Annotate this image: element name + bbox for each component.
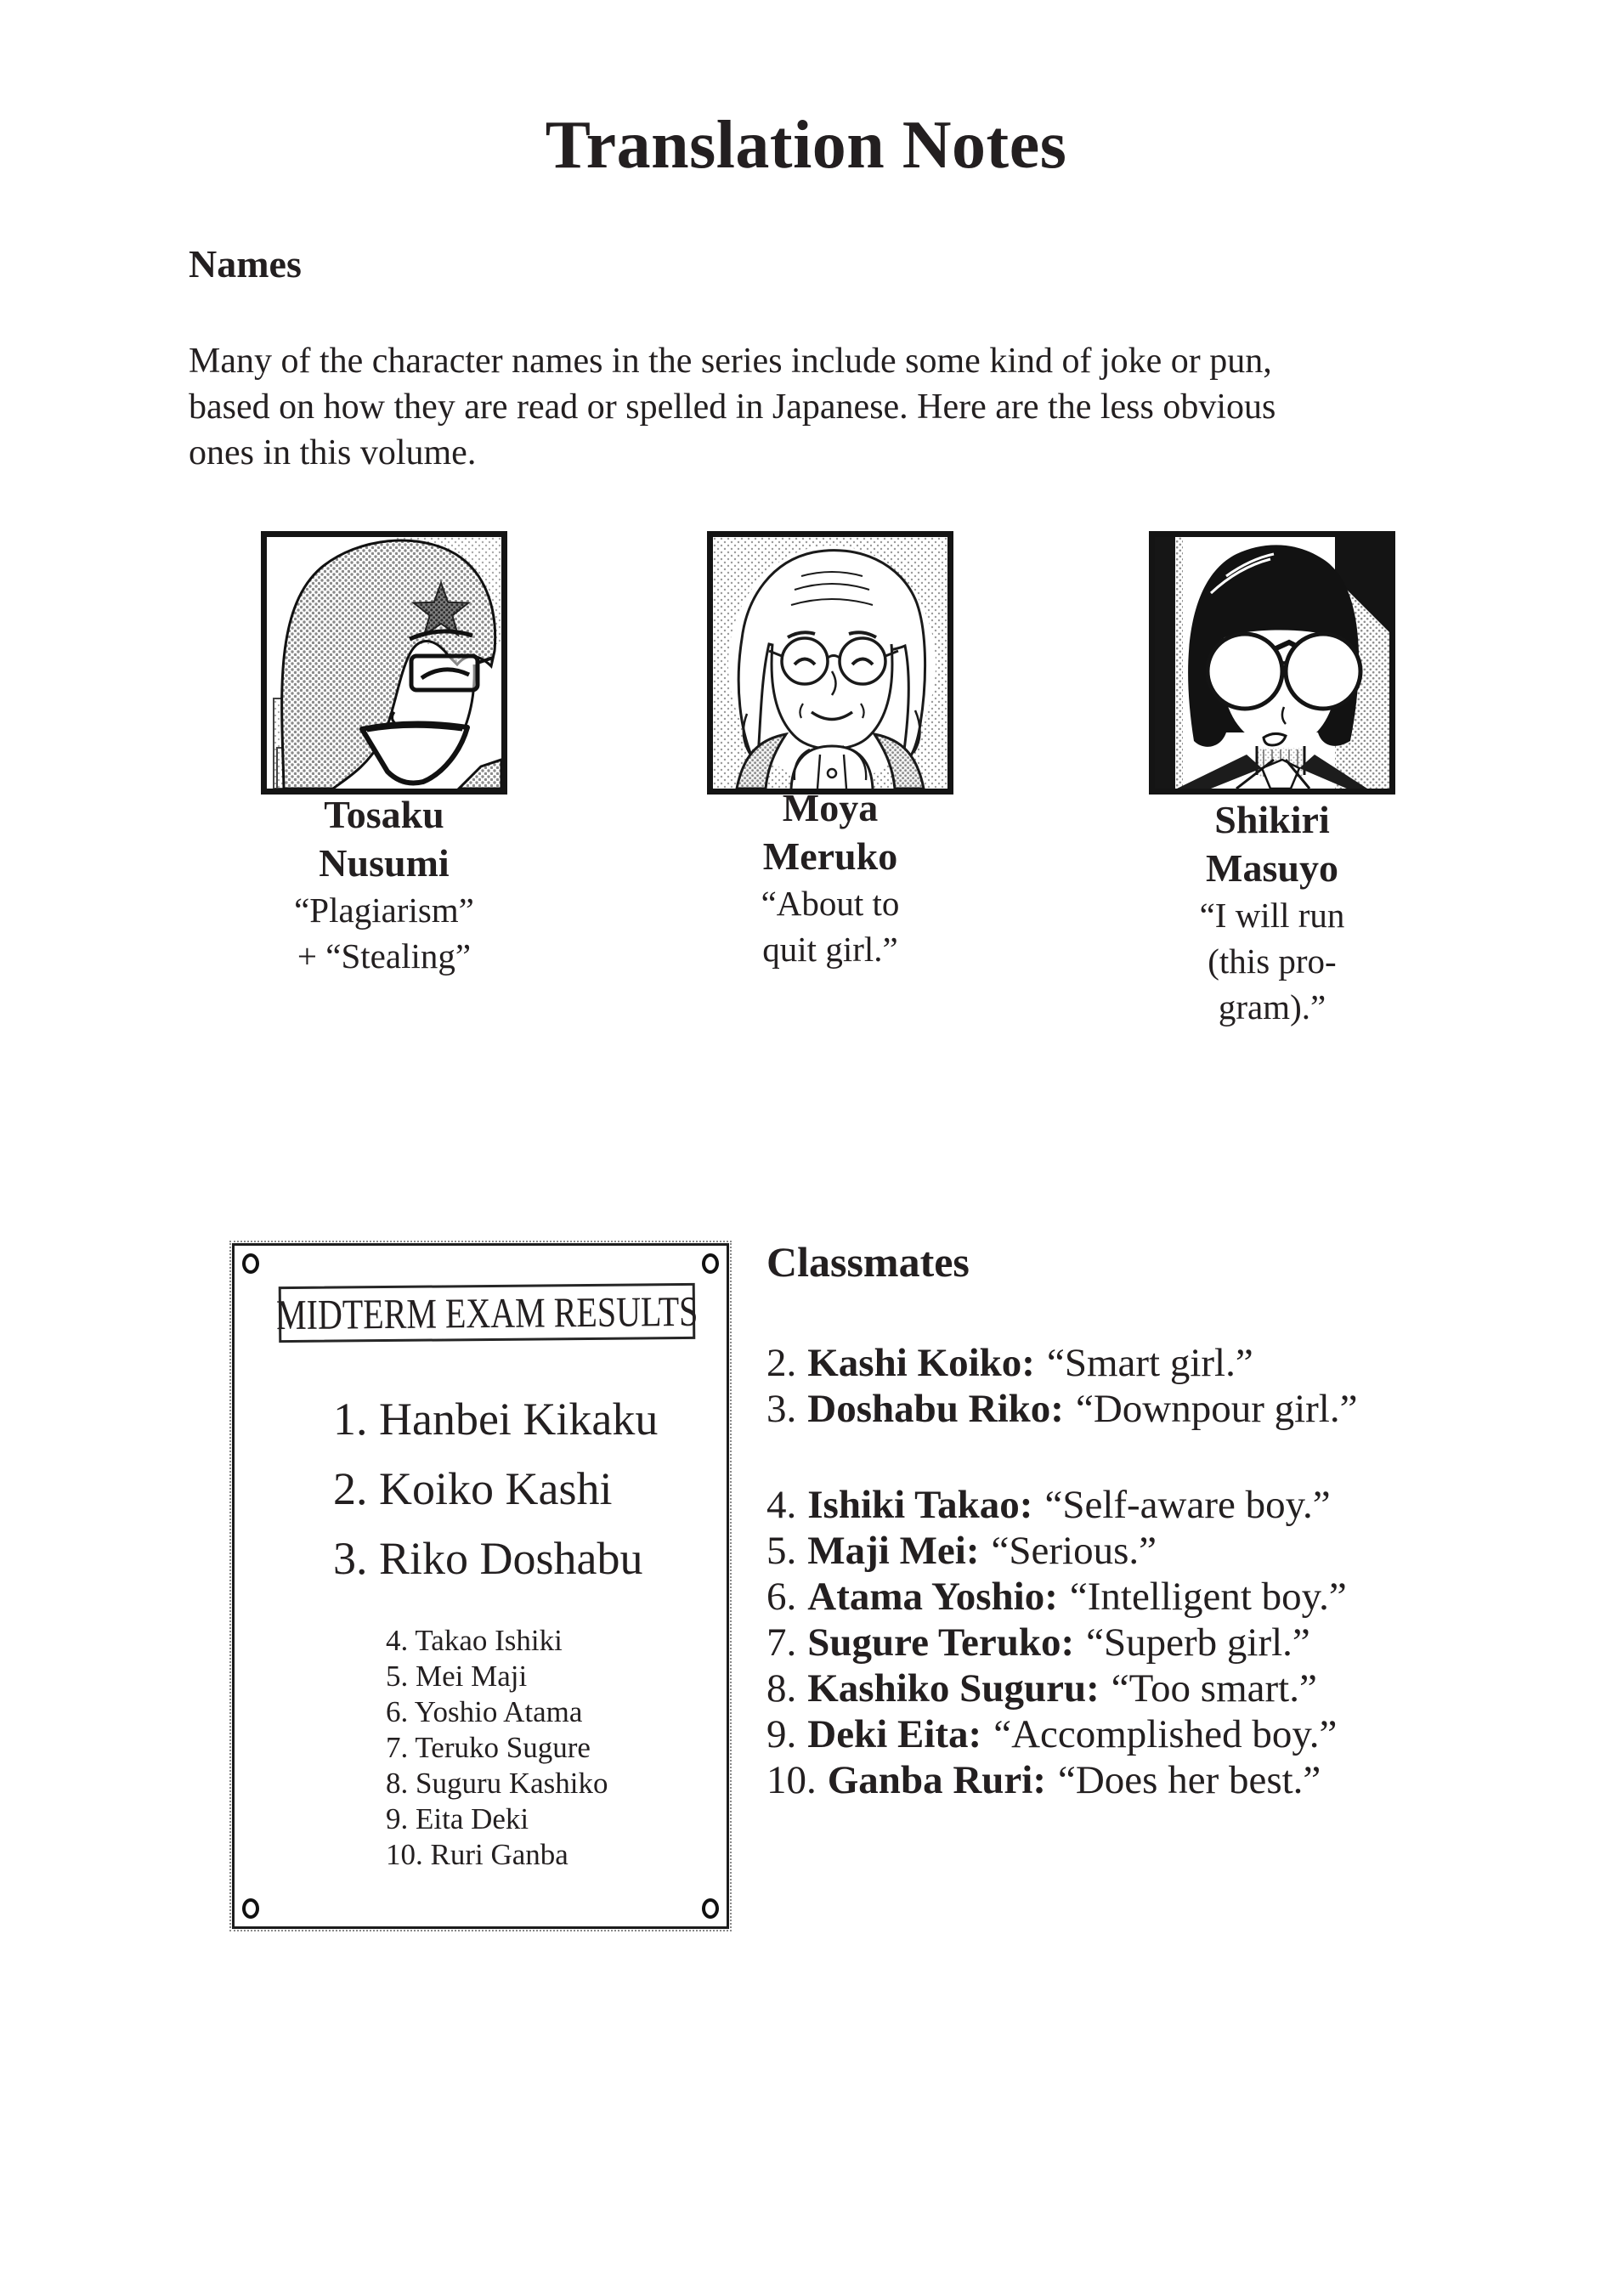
portrait-frame-shikiri-masuyo [1149,531,1395,795]
classmate-meaning: “Downpour girl.” [1075,1387,1358,1431]
caption-shikiri-masuyo [1128,795,1417,1030]
character-meaning-line: “About to [761,884,900,923]
poster-rank-item: 5. Mei Maji [386,1660,528,1693]
classmate-meaning: “Self-aware boy.” [1044,1483,1331,1527]
names-section-heading: Names [189,242,302,286]
poster-top-three-list [333,1384,658,1593]
character-meaning-line: “Plagiarism” [294,891,474,930]
classmate-meaning: “Intelligent boy.” [1069,1575,1347,1619]
portrait-frame-tosaku-nusumi [261,531,507,795]
moya-meruko-portrait-icon [713,537,947,789]
classmate-entry [766,1711,1347,1757]
poster-header-text: MIDTERM EXAM RESULTS [275,1287,699,1339]
classmate-name: Sugure Teruko: [807,1620,1075,1665]
classmate-meaning: “Serious.” [991,1529,1157,1573]
names-intro-paragraph [189,338,1275,476]
poster-pin-icon [242,1253,259,1274]
classmate-number: 10. [766,1758,817,1802]
classmate-name: Kashi Koiko: [807,1341,1035,1385]
poster-rank-item: 4. Takao Ishiki [386,1624,563,1657]
character-name-line: Meruko [762,834,898,878]
classmate-name: Deki Eita: [807,1712,982,1756]
classmate-entry [766,1482,1347,1528]
classmate-entry [766,1620,1347,1665]
classmate-name: Ishiki Takao: [807,1483,1033,1527]
classmate-name: Ganba Ruri: [827,1758,1046,1802]
poster-rank-item: 3. Riko Doshabu [333,1533,643,1584]
character-name-line: Moya [782,786,879,829]
classmate-name: Atama Yoshio: [807,1575,1058,1619]
caption-tosaku-nusumi [240,790,529,979]
classmate-number: 2. [766,1341,797,1385]
portrait-frame-moya-meruko [707,531,953,795]
poster-rank-item: 6. Yoshio Atama [386,1695,583,1728]
classmate-number: 3. [766,1387,797,1431]
classmate-entry [766,1340,1357,1386]
classmates-heading: Classmates [766,1238,970,1286]
classmate-meaning: “Does her best.” [1058,1758,1321,1802]
classmate-meaning: “Too smart.” [1111,1666,1317,1711]
classmate-entry [766,1665,1347,1711]
classmate-name: Maji Mei: [807,1529,980,1573]
classmate-number: 7. [766,1620,797,1665]
midterm-exam-poster [232,1243,729,1929]
classmate-number: 6. [766,1575,797,1619]
classmate-number: 4. [766,1483,797,1527]
classmates-list-bottom [766,1482,1347,1803]
classmate-name: Doshabu Riko: [807,1387,1064,1431]
classmate-meaning: “Superb girl.” [1086,1620,1310,1665]
classmates-list-top [766,1340,1357,1432]
poster-rank-item: 9. Eita Deki [386,1802,529,1835]
poster-rank-item: 8. Suguru Kashiko [386,1767,608,1800]
character-name-line: Tosaku [324,793,444,836]
character-meaning-line: (this pro- [1208,942,1337,981]
poster-rank-item: 1. Hanbei Kikaku [333,1394,659,1445]
poster-pin-icon [702,1253,719,1274]
classmate-meaning: “Smart girl.” [1046,1341,1253,1385]
character-meaning-line: + “Stealing” [297,936,472,976]
classmate-name: Kashiko Suguru: [807,1666,1100,1711]
shikiri-masuyo-portrait-icon [1155,537,1389,789]
intro-line: Many of the character names in the series include some kind of joke or pun, [189,342,1272,381]
poster-pin-icon [702,1898,719,1919]
classmate-number: 5. [766,1529,797,1573]
poster-rank-item: 7. Teruko Sugure [386,1731,591,1764]
classmate-entry [766,1574,1347,1620]
caption-moya-meruko [686,783,975,972]
intro-line: based on how they are read or spelled in Japanese. Here are the less obvious [189,387,1276,427]
classmate-number: 9. [766,1712,797,1756]
character-meaning-line: “I will run [1199,896,1345,935]
poster-header-box [275,1283,699,1343]
character-meaning-line: quit girl.” [762,930,898,969]
character-meaning-line: gram).” [1218,987,1326,1026]
intro-line: ones in this volume. [189,433,477,472]
poster-pin-icon [242,1898,259,1919]
classmate-entry [766,1386,1357,1432]
page-title: Translation Notes [545,108,1067,183]
poster-rank-item: 10. Ruri Ganba [386,1838,568,1871]
classmate-number: 8. [766,1666,797,1711]
poster-rank-item: 2. Koiko Kashi [333,1463,613,1514]
character-name-line: Nusumi [319,841,450,885]
tosaku-nusumi-portrait-icon [267,537,501,789]
character-name-line: Masuyo [1206,846,1338,890]
poster-runners-up-list [386,1623,608,1873]
character-name-line: Shikiri [1214,798,1330,841]
classmate-entry [766,1528,1347,1574]
classmate-meaning: “Accomplished boy.” [993,1712,1338,1756]
classmate-entry [766,1757,1347,1803]
